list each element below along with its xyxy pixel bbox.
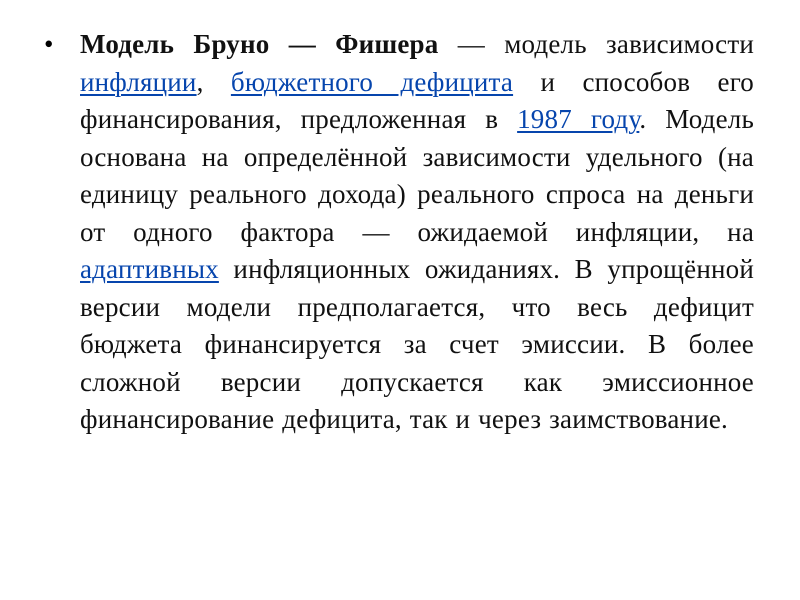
paragraph-text-2: ,	[196, 66, 231, 97]
bullet-item	[44, 26, 754, 439]
link-year-1987[interactable]: 1987 году	[517, 104, 640, 134]
paragraph-text-3: и способов его финансирования, предложенная в	[80, 66, 754, 134]
link-inflation[interactable]: инфляции	[80, 66, 197, 97]
link-budget-deficit[interactable]: бюджетного дефицита	[230, 66, 514, 97]
term-heading: Модель Бруно — Фишера	[80, 29, 439, 59]
paragraph-text-1: — модель зависимости	[438, 29, 754, 59]
paragraph-text-4: . Модель основана на определённой зависимости удельного (на единицу реального дохода) реального спроса на деньги от одного фактора — ожидаемой инфляции, на	[80, 104, 754, 247]
definition-paragraph	[80, 26, 754, 439]
paragraph-text-5: инфляционных ожиданиях. В упрощённой версии модели предполагается, что весь дефицит бюджета финансируется за счет эмиссии. В более сложной версии допускается как эмиссионное финансирование дефицита, так и через заимствование.	[80, 254, 754, 434]
link-adaptive[interactable]: адаптивных	[80, 254, 219, 284]
bullet-icon: •	[44, 29, 54, 59]
